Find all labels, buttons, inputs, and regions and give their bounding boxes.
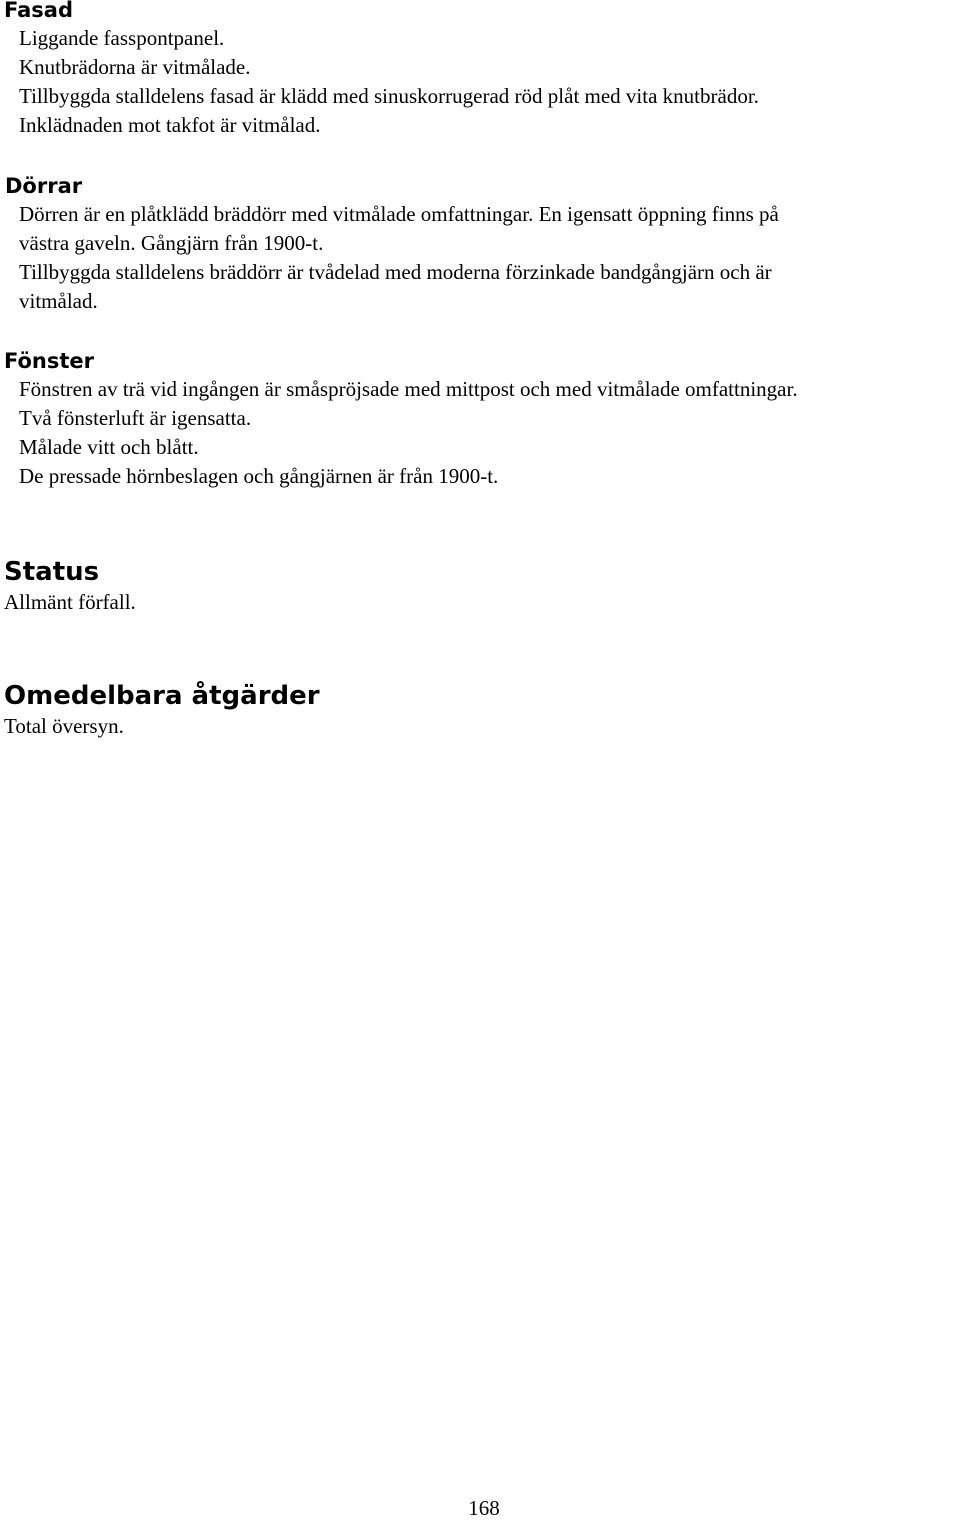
status-text: Allmänt förfall.	[4, 590, 136, 614]
fasad-lines	[0, 24, 960, 140]
section-heading-dorrar: Dörrar	[5, 174, 83, 198]
fonster-line: De pressade hörnbeslagen och gångjärnen är från 1900-t.	[19, 464, 499, 488]
fonster-lines	[0, 375, 960, 491]
section-heading-fonster: Fönster	[4, 349, 95, 373]
fonster-line: Målade vitt och blått.	[19, 435, 199, 459]
dorrar-line: västra gaveln. Gångjärn från 1900-t.	[19, 231, 324, 255]
page-number: 168	[468, 1496, 500, 1520]
atgarder-text: Total översyn.	[4, 714, 124, 738]
section-dorrar	[0, 172, 960, 316]
section-heading-fasad: Fasad	[4, 0, 73, 22]
section-fasad	[0, 0, 960, 140]
section-fonster	[0, 347, 960, 491]
section-heading-status: Status	[4, 557, 100, 587]
section-omedelbara-atgarder	[0, 680, 960, 741]
fasad-line: Tillbyggda stalldelens fasad är klädd med sinuskorrugerad röd plåt med vita knutbrädor.	[19, 84, 759, 108]
fasad-line: Inklädnaden mot takfot är vitmålad.	[19, 113, 321, 137]
dorrar-lines	[0, 200, 960, 316]
fonster-line: Fönstren av trä vid ingången är småspröjsade med mittpost och med vitmålade omfattningar.	[19, 377, 798, 401]
dorrar-line: vitmålad.	[19, 289, 98, 313]
section-heading-atgarder: Omedelbara åtgärder	[4, 681, 320, 711]
dorrar-line: Dörren är en plåtklädd bräddörr med vitmålade omfattningar. En igensatt öppning finns på	[19, 202, 779, 226]
fasad-line: Knutbrädorna är vitmålade.	[19, 55, 251, 79]
fasad-line: Liggande fasspontpanel.	[19, 26, 225, 50]
dorrar-line: Tillbyggda stalldelens bräddörr är tvådelad med moderna förzinkade bandgångjärn och är	[19, 260, 772, 284]
section-status	[0, 556, 960, 617]
fonster-line: Två fönsterluft är igensatta.	[19, 406, 252, 430]
